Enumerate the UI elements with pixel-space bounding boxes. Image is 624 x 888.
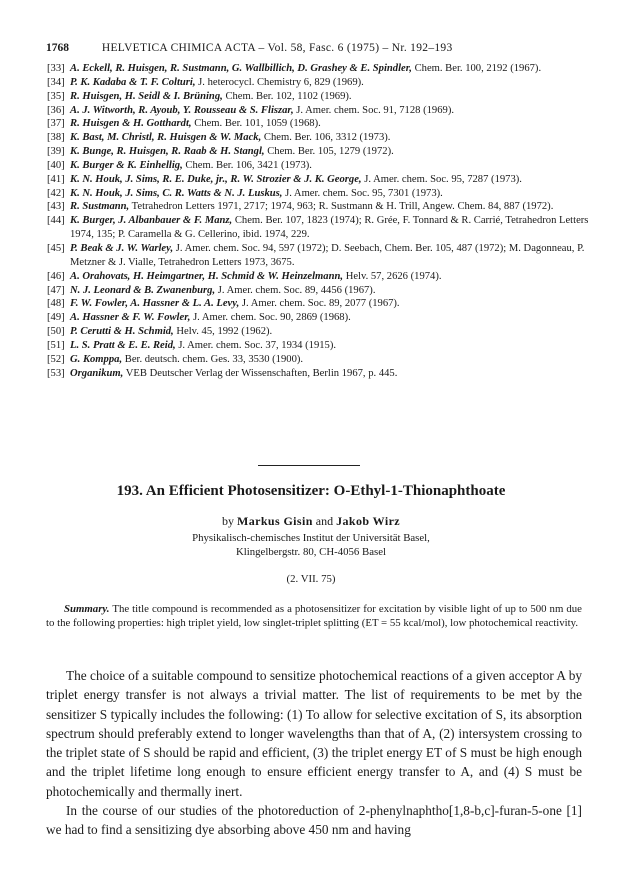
page-number: 1768 (46, 42, 69, 54)
reference-authors: K. N. Houk, J. Sims, C. R. Watts & N. J. Luskus, (70, 187, 283, 199)
reference-item (47, 242, 609, 270)
reference-citation: Chem. Ber. 101, 1059 (1968). (194, 118, 321, 130)
byline (46, 514, 576, 529)
reference-citation: J. Amer. chem. Soc. 94, 597 (1972); D. Seebach, Chem. Ber. 105, 487 (1972); M. Dagonneau, P. Metzner & J. Vialle, Tetrahedron Letters 1973, 3675. (70, 242, 585, 268)
reference-citation: Chem. Ber. 106, 3312 (1973). (263, 132, 391, 144)
byline-by: by (221, 514, 234, 528)
reference-number: [42] (47, 187, 65, 199)
reference-number: [33] (47, 63, 65, 74)
reference-authors: A. Hassner & F. W. Fowler, (70, 312, 191, 324)
reference-number: [38] (47, 132, 65, 144)
reference-citation: J. Amer. chem. Soc. 90, 2869 (1968). (193, 312, 351, 324)
reference-citation: Ber. deutsch. chem. Ges. 33, 3530 (1900). (124, 353, 304, 365)
reference-number: [36] (47, 104, 65, 116)
reference-number: [53] (47, 367, 65, 379)
reference-item (47, 104, 609, 118)
affiliation-line: Physikalisch-chemisches Institut der Universität Basel, (192, 532, 430, 544)
reference-item (47, 131, 609, 145)
reference-number: [37] (47, 118, 65, 130)
reference-authors: N. J. Leonard & B. Zwanenburg, (70, 284, 216, 296)
reference-item (47, 159, 609, 173)
paragraph: In the course of our studies of the photoreduction of 2-phenylnaphtho[1,8-b,c]-furan-5-one [1] we had to find a sensitizing dye absorbing above 450 nm and having (46, 803, 582, 838)
summary-text: The title compound is recommended as a photosensitizer for excitation by visible light of up to 500 nm due to the following properties: high triplet yield, low singlet-triplet splitting (ET = 55 kcal/mol), low photochemical reactivity. (46, 603, 582, 630)
reference-authors: G. Komppa, (70, 353, 123, 365)
reference-citation: J. Amer. chem. Soc. 95, 7301 (1973). (285, 187, 443, 199)
reference-item (47, 62, 609, 76)
reference-citation: Chem. Ber. 106, 3421 (1973). (185, 159, 312, 171)
reference-number: [34] (47, 76, 65, 88)
reference-authors: R. Sustmann, (70, 201, 130, 213)
byline-and: and (315, 514, 334, 528)
reference-number: [52] (47, 353, 65, 365)
summary (46, 602, 582, 630)
affiliation-line: Klingelbergstr. 80, CH-4056 Basel (235, 546, 387, 558)
running-head (46, 40, 606, 56)
reference-authors: R. Huisgen, H. Seidl & I. Brüning, (70, 90, 223, 102)
reference-authors: R. Huisgen & H. Gotthardt, (70, 118, 192, 130)
reference-citation: Tetrahedron Letters 1971, 2717; 1974, 963; R. Sustmann & H. Trill, Angew. Chem. 84, 887 (1972). (131, 201, 554, 213)
reference-number: [47] (47, 284, 65, 296)
reference-item (47, 297, 609, 311)
reference-citation: VEB Deutscher Verlag der Wissenschaften, Berlin 1967, p. 445. (125, 367, 398, 379)
reference-authors: K. N. Houk, J. Sims, R. E. Duke, jr., R. W. Strozier & J. K. George, (70, 173, 362, 185)
section-divider (258, 465, 360, 466)
reference-item (47, 353, 609, 367)
reference-citation: J. Amer. chem. Soc. 95, 7287 (1973). (364, 173, 522, 185)
reference-list (47, 62, 609, 380)
reference-number: [46] (47, 270, 65, 282)
reference-item (47, 284, 609, 298)
reference-item (47, 117, 609, 131)
reference-item (47, 270, 609, 284)
reference-authors: P. Beak & J. W. Warley, (70, 242, 174, 254)
reference-authors: F. W. Fowler, A. Hassner & L. A. Levy, (70, 298, 240, 310)
reference-citation: Chem. Ber. 107, 1823 (1974); R. Grée, F. Tonnard & R. Carrié, Tetrahedron Letters 1974, 135; P. Caramella & G. Cellerino, ibid. 1974, 229. (70, 215, 589, 241)
reference-item (47, 173, 609, 187)
reference-number: [51] (47, 339, 65, 351)
reference-number: [40] (47, 159, 65, 171)
reference-citation: Helv. 57, 2626 (1974). (345, 270, 442, 282)
reference-authors: A. Orahovats, H. Heimgartner, H. Schmid & W. Heinzelmann, (70, 270, 344, 282)
summary-label: Summary. (64, 603, 110, 615)
reference-item (47, 145, 609, 159)
reference-item (47, 325, 609, 339)
reference-number: [48] (47, 298, 65, 310)
reference-citation: Chem. Ber. 102, 1102 (1969). (225, 90, 352, 102)
received-date: (2. VII. 75) (286, 573, 336, 585)
reference-citation: J. Amer. chem. Soc. 91, 7128 (1969). (296, 104, 454, 116)
reference-number: [45] (47, 242, 65, 254)
author-name: Markus Gisin (236, 514, 313, 528)
reference-authors: P. K. Kadaba & T. F. Colturi, (70, 76, 196, 88)
reference-authors: P. Cerutti & H. Schmid, (70, 326, 174, 338)
reference-citation: Chem. Ber. 105, 1279 (1972). (267, 146, 394, 158)
reference-item (47, 214, 609, 242)
reference-item (47, 367, 609, 381)
reference-authors: K. Bunge, R. Huisgen, R. Raab & H. Stangl, (70, 146, 265, 158)
reference-citation: Helv. 45, 1992 (1962). (176, 326, 273, 338)
paragraph: The choice of a suitable compound to sensitize photochemical reactions of a given acceptor A by triplet energy transfer is not always a trivial matter. The list of requirements to be met by the sensitizer S typically includes the following: (1) To allow for selective excitation of S, its absorption spectrum should preferably extend to longer wavelengths than that of A, (2) intersystem crossing to the triplet state of S should be rapid and efficient, (3) the triplet energy ET of S must be high enough and the triplet lifetime long enough to ensure efficient energy transfer to A, and (4) S must be photochemically and thermally inert. (46, 668, 582, 799)
reference-number: [49] (47, 312, 65, 324)
reference-authors: Organikum, (70, 367, 124, 379)
reference-authors: A. J. Witworth, R. Ayoub, Y. Rousseau & S. Fliszar, (70, 104, 294, 116)
body-text (46, 666, 582, 840)
reference-number: [44] (47, 215, 65, 227)
reference-number: [50] (47, 326, 65, 338)
reference-item (47, 200, 609, 214)
reference-number: [35] (47, 90, 65, 102)
reference-citation: J. heterocycl. Chemistry 6, 829 (1969). (198, 76, 364, 88)
reference-authors: K. Burger, J. Albanbauer & F. Manz, (70, 215, 233, 227)
reference-citation: J. Amer. chem. Soc. 37, 1934 (1915). (178, 339, 337, 351)
reference-authors: K. Burger & K. Einhellig, (70, 159, 183, 171)
reference-number: [39] (47, 146, 65, 158)
reference-item (47, 187, 609, 201)
article-title: 193. An Efficient Photosensitizer: O-Ethyl-1-Thionaphthoate (116, 483, 506, 499)
reference-number: [43] (47, 201, 65, 213)
reference-authors: K. Bast, M. Christl, R. Huisgen & W. Mack, (70, 132, 262, 144)
journal-line: HELVETICA CHIMICA ACTA – Vol. 58, Fasc. 6 (1975) – Nr. 192–193 (101, 42, 453, 54)
reference-number: [41] (47, 173, 65, 185)
reference-item (47, 339, 609, 353)
reference-authors: A. Eckell, R. Huisgen, R. Sustmann, G. Wallbillich, D. Grashey & E. Spindler, (70, 63, 412, 74)
reference-citation: J. Amer. chem. Soc. 89, 4456 (1967). (217, 284, 376, 296)
reference-citation: J. Amer. chem. Soc. 89, 2077 (1967). (241, 298, 400, 310)
reference-item (47, 76, 609, 90)
reference-citation: Chem. Ber. 100, 2192 (1967). (414, 63, 542, 74)
author-name: Jakob Wirz (336, 514, 401, 528)
affiliation (46, 531, 576, 559)
reference-authors: L. S. Pratt & E. E. Reid, (70, 339, 176, 351)
reference-item (47, 311, 609, 325)
reference-item (47, 90, 609, 104)
